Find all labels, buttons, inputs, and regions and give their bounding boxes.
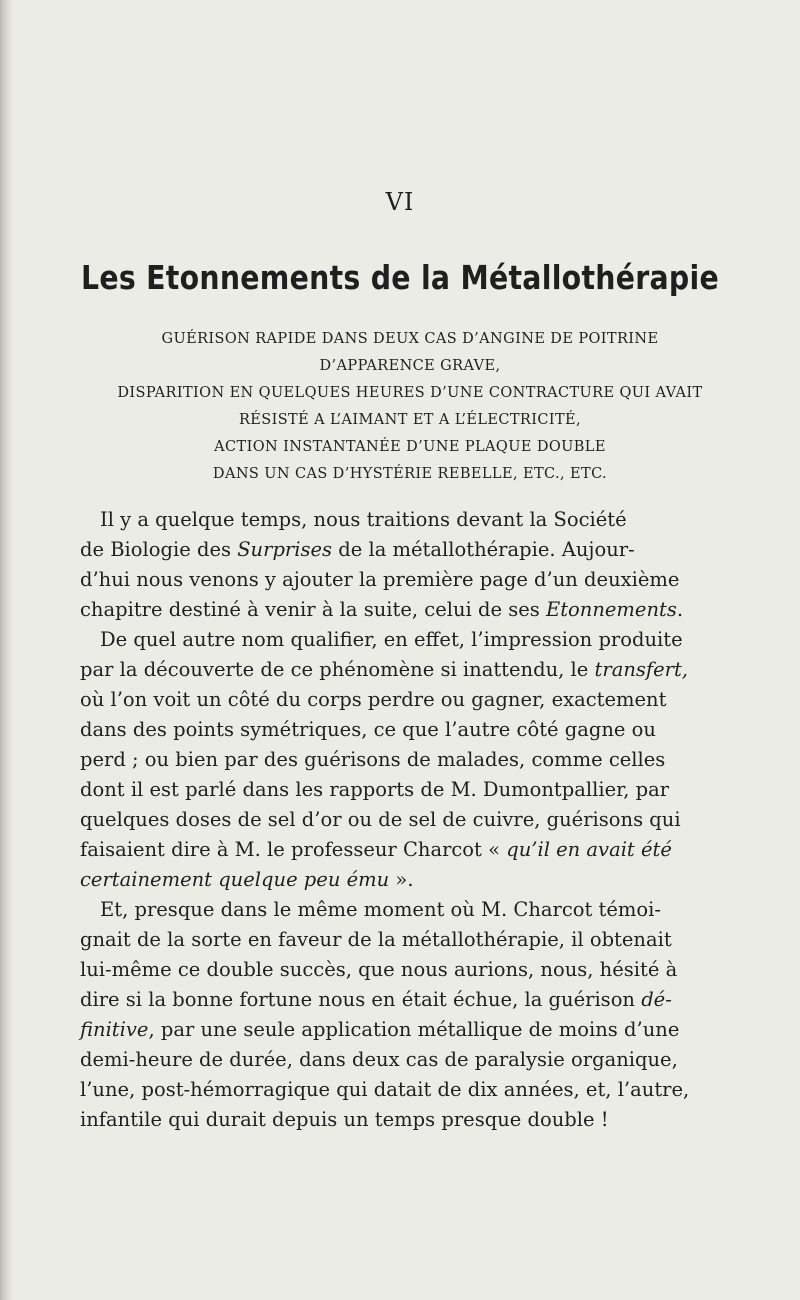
- text-line: Et, presque dans le même moment où M. Charcot témoi-: [100, 898, 661, 921]
- paragraph-3: [80, 895, 740, 1135]
- italic-run: Surprises: [237, 538, 333, 561]
- subtitle-line: RÉSISTÉ A L’AIMANT ET A L’ÉLECTRICITÉ,: [238, 412, 582, 428]
- text-run: dire si la bonne fortune nous en était échue, la guérison: [80, 988, 642, 1011]
- text-line: demi-heure de durée, dans deux cas de paralysie organique,: [80, 1048, 678, 1071]
- italic-run: Etonnements: [545, 598, 677, 621]
- text-line: [80, 535, 740, 565]
- text-line: quelques doses de sel d’or ou de sel de cuivre, guérisons qui: [80, 808, 681, 831]
- text-line: lui-même ce double succès, que nous aurions, nous, hésité à: [80, 958, 678, 981]
- text-run: .: [676, 598, 684, 621]
- text-run: par la découverte de ce phénomène si inattendu, le: [80, 658, 595, 681]
- italic-run: qu’il en avait été: [506, 838, 672, 861]
- text-line: De quel autre nom qualifier, en effet, l’impression produite: [100, 628, 683, 651]
- body-text: [80, 505, 740, 1135]
- subtitle-line: DANS UN CAS D’HYSTÉRIE REBELLE, ETC., ETC.: [212, 466, 608, 482]
- italic-run: transfert,: [594, 658, 688, 681]
- text-line: l’une, post-hémorragique qui datait de dix années, et, l’autre,: [80, 1078, 690, 1101]
- text-line: [80, 985, 740, 1015]
- subtitle-line: ACTION INSTANTANÉE D’UNE PLAQUE DOUBLE: [214, 439, 606, 455]
- text-line: [80, 1015, 740, 1045]
- text-line: [80, 865, 740, 895]
- text-run: faisaient dire à M. le professeur Charcot «: [80, 838, 507, 861]
- text-line: Il y a quelque temps, nous traitions devant la Société: [100, 508, 627, 531]
- subtitle-line: GUÉRISON RAPIDE DANS DEUX CAS D’ANGINE DE POITRINE: [161, 331, 659, 347]
- italic-run: finitive: [80, 1018, 149, 1041]
- text-line: où l’on voit un côté du corps perdre ou gagner, exactement: [80, 688, 667, 711]
- paragraph-2: [80, 625, 740, 895]
- text-line: dans des points symétriques, ce que l’autre côté gagne ou: [80, 718, 656, 741]
- text-line: d’hui nous venons y ajouter la première page d’un deuxième: [80, 568, 680, 591]
- page-title: Les Etonnements de la Métallothérapie: [81, 258, 719, 297]
- chapter-subtitle: [90, 326, 730, 488]
- text-run: ».: [389, 868, 414, 891]
- text-run: , par une seule application métallique de moins d’une: [148, 1018, 680, 1041]
- paragraph-1: [80, 505, 740, 625]
- chapter-number: VI: [385, 188, 415, 216]
- text-line: gnait de la sorte en faveur de la métallothérapie, il obtenait: [80, 928, 672, 951]
- text-run: chapitre destiné à venir à la suite, celui de ses: [80, 598, 546, 621]
- text-run: de Biologie des: [80, 538, 238, 561]
- text-run: de la métallothérapie. Aujour-: [332, 538, 635, 561]
- text-line: [80, 595, 740, 625]
- italic-run: certainement quelque peu ému: [80, 868, 390, 891]
- text-line: dont il est parlé dans les rapports de M. Dumontpallier, par: [80, 778, 670, 801]
- italic-run: dé-: [641, 988, 672, 1011]
- subtitle-line: DISPARITION EN QUELQUES HEURES D’UNE CONTRACTURE QUI AVAIT: [117, 385, 703, 401]
- text-line: [80, 655, 740, 685]
- text-line: [80, 835, 740, 865]
- text-line: perd ; ou bien par des guérisons de malades, comme celles: [80, 748, 666, 771]
- text-line: infantile qui durait depuis un temps presque double !: [80, 1108, 609, 1131]
- subtitle-line: D’APPARENCE GRAVE,: [319, 358, 501, 374]
